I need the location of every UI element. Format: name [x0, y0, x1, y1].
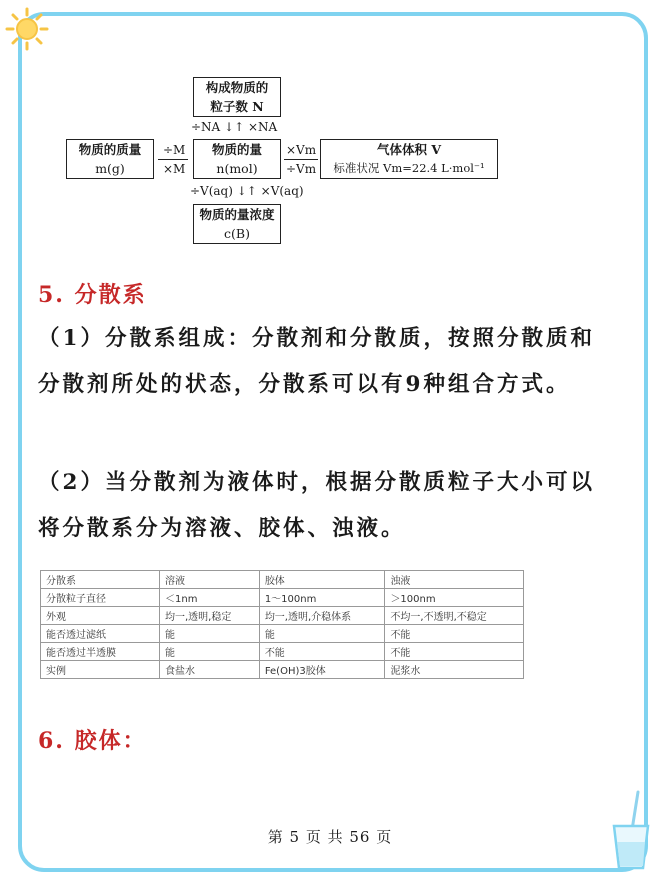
arrow-left-separator [158, 159, 188, 160]
mass-label: 物质的质量 [78, 142, 142, 157]
table-cell: 实例 [41, 661, 160, 679]
arrow-right-separator [284, 159, 318, 160]
sun-icon [4, 6, 50, 52]
table-cell: 能否透过半透膜 [41, 643, 160, 661]
table-cell: 分散系 [41, 571, 160, 589]
arrow-right-bottom-label: ÷Vm [286, 162, 317, 176]
arrow-bottom-label: ÷V(aq) ↓↑ ×V(aq) [190, 184, 304, 198]
section-5-paragraph-2: （2）当分散剂为液体时，根据分散质粒子大小可以将分散系分为溶液、胶体、浊液。 [38, 470, 595, 541]
table-cell: 溶液 [160, 571, 260, 589]
molar-volume-label: 标准状况 Vm=22.4 L·mol⁻¹ [333, 161, 485, 175]
concentration-symbol: c(B) [224, 226, 250, 241]
arrow-top-label: ÷NA ↓↑ ×NA [191, 120, 278, 134]
table-cell: Fe(OH)3胶体 [259, 661, 385, 679]
section-5-paragraph-1: （1）分散系组成：分散剂和分散质，按照分散质和分散剂所处的状态，分散系可以有9种组合方式。 [38, 326, 595, 397]
table-cell: 不均一,不透明,不稳定 [385, 607, 524, 625]
table-cell: ＞100nm [385, 589, 524, 607]
table-cell: 均一,透明,稳定 [160, 607, 260, 625]
dispersion-system-table [40, 570, 524, 679]
table-cell: 食盐水 [160, 661, 260, 679]
table-row [41, 643, 524, 661]
table-row [41, 607, 524, 625]
table-cell: 均一,透明,介稳体系 [259, 607, 385, 625]
page-number-footer: 第 5 页 共 56 页 [267, 828, 393, 846]
section-6-heading: 6. 胶体： [38, 728, 147, 754]
mole-symbol: n(mol) [216, 161, 258, 176]
mass-box [66, 139, 154, 179]
table-cell: 泥浆水 [385, 661, 524, 679]
arrow-right-top-label: ×Vm [286, 143, 317, 157]
mass-symbol: m(g) [95, 161, 125, 176]
table-cell: 胶体 [259, 571, 385, 589]
gas-volume-label: 气体体积 V [376, 142, 442, 157]
table-cell: 能 [259, 625, 385, 643]
table-header-row [41, 571, 524, 589]
table-cell: 不能 [259, 643, 385, 661]
concentration-box [193, 204, 281, 244]
table-cell: ＜1nm [160, 589, 260, 607]
table-row [41, 661, 524, 679]
table-cell: 能 [160, 643, 260, 661]
particles-number-box [193, 77, 281, 117]
arrow-left-top-label: ÷M [163, 143, 186, 157]
table-cell: 能 [160, 625, 260, 643]
gas-volume-box [320, 139, 498, 179]
table-row [41, 625, 524, 643]
concentration-label: 物质的量浓度 [199, 207, 275, 222]
mole-box [193, 139, 281, 179]
section-5-heading: 5. 分散系 [38, 282, 147, 308]
particles-symbol: 粒子数 N [210, 99, 264, 114]
mole-label: 物质的量 [211, 142, 262, 157]
table-row [41, 589, 524, 607]
table-cell: 能否透过滤纸 [41, 625, 160, 643]
table-cell: 不能 [385, 643, 524, 661]
table-cell: 分散粒子直径 [41, 589, 160, 607]
table-cell: 浊液 [385, 571, 524, 589]
table-cell: 外观 [41, 607, 160, 625]
table-cell: 1～100nm [259, 589, 385, 607]
arrow-left-bottom-label: ×M [163, 162, 186, 176]
particles-label: 构成物质的 [205, 80, 269, 95]
table-cell: 不能 [385, 625, 524, 643]
